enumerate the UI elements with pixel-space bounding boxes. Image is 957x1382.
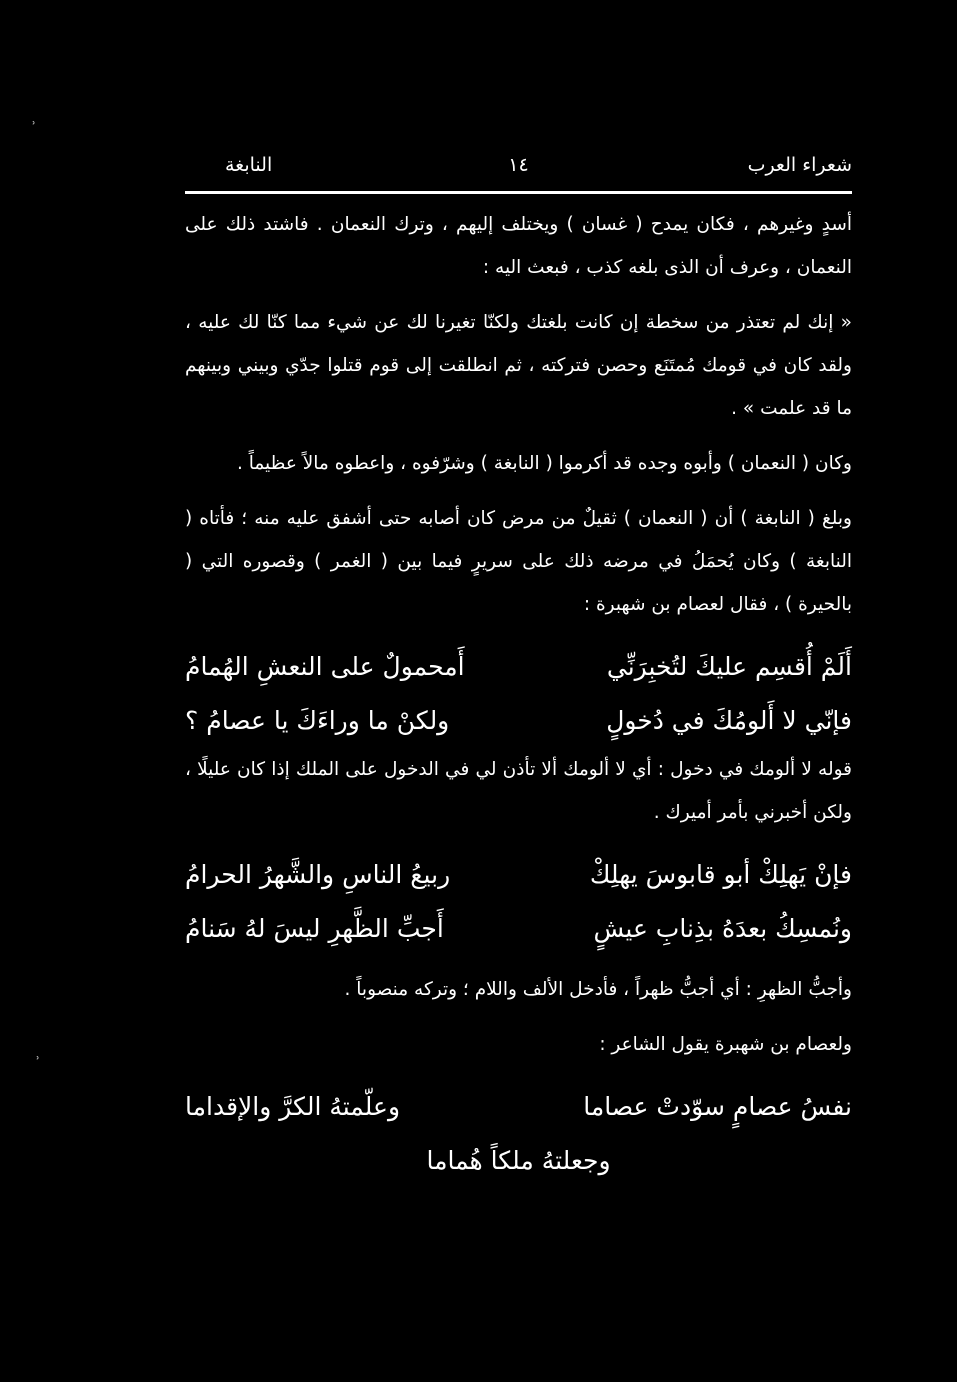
hemistich-first: ونُمسِكُ بعدَهُ بذِنابِ عيشٍ <box>593 914 852 943</box>
hemistich-second: وعلّمتهُ الكرَّ والإقداما <box>185 1092 401 1121</box>
hemistich-second: ربيعُ الناسِ والشَّهرُ الحرامُ <box>185 860 451 889</box>
hemistich-first: فإنْ يَهلِكْ أبو قابوسَ يهلِكْ <box>589 860 852 889</box>
page-body <box>185 203 852 1188</box>
header-rule <box>185 191 852 194</box>
paragraph: وكان ( النعمان ) وأبوه وجده قد أكرموا ( النابغة ) وشرّفوه ، واعطوه مالاً عظيماً . <box>236 453 852 474</box>
verse-line <box>185 1080 852 1134</box>
paragraph-commentary: وأجبُّ الظهرِ : أي أجبُّ ظهراً ، فأدخل الألف واللام ؛ وتركه منصوباً . <box>344 979 852 1000</box>
paragraph-quote: « إنك لم تعتذر من سخطة إن كانت بلغتك ولكنّا تغيرنا لك عن شيء مما كنّا لك عليه ، ولقد كان في قومك مُمتَنَع وحصن فتركته ، ثم انطلقت إلى قوم قتلوا جدّي وبيني وبينهم ما قد علمت » . <box>185 312 852 419</box>
poem-block <box>185 1080 852 1188</box>
hemistich-second: أَمحمولٌ على النعشِ الهُمامُ <box>185 652 465 681</box>
hemistich-first: نفسُ عصامٍ سوّدتْ عصاما <box>583 1092 852 1121</box>
page-header <box>185 150 852 186</box>
scan-margin-mark: ʾ <box>32 120 36 135</box>
paragraph: أسدٍ وغيرهم ، فكان يمدح ( غسان ) ويختلف إليهم ، وترك النعمان . فاشتد ذلك على النعمان ، وعرف أن الذى بلغه كذب ، فبعث اليه : <box>185 214 852 278</box>
page-number: ١٤ <box>508 154 529 176</box>
verse-line <box>185 902 852 956</box>
hemistich-second: أَجبِّ الظَّهرِ ليسَ لهُ سَنامُ <box>185 914 444 943</box>
poem-block <box>185 640 852 748</box>
paragraph: وبلغ ( النابغة ) أن ( النعمان ) ثقيلٌ من مرض كان أصابه حتى أشفق عليه منه ؛ فأتاه ( النابغة ) وكان يُحمَلُ في مرضه ذلك على سريرٍ فيما بين ( الغمر ) وقصوره التي ( بالحيرة ) ، فقال لعصام بن شهبرة : <box>185 508 852 615</box>
running-head-chapter-title: النابغة <box>225 154 273 176</box>
verse-line <box>185 640 852 694</box>
poem-block <box>185 848 852 956</box>
hemistich-first: أَلَمْ أُقسِم عليكَ لتُخبِرَنِّي <box>606 652 852 681</box>
hemistich-second: ولكنْ ما وراءَكَ يا عصامُ ؟ <box>185 706 450 735</box>
verse-line <box>185 694 852 748</box>
hemistich-single: وجعلتهُ ملكاً هُماما <box>426 1146 611 1175</box>
running-head-book-title: شعراء العرب <box>747 154 852 176</box>
paragraph-commentary: قوله لا ألومك في دخول : أي لا ألومك ألا تأذن لي في الدخول على الملك إذا كان عليلًا ، ولكن أخبرني بأمر أميرك . <box>185 759 852 823</box>
verse-line-single <box>185 1134 852 1188</box>
paragraph: ولعصام بن شهبرة يقول الشاعر : <box>599 1034 852 1055</box>
scan-margin-mark: ʾ <box>36 1055 40 1070</box>
verse-line <box>185 848 852 902</box>
hemistich-first: فإنّي لا أَلومُكَ في دُخولٍ <box>606 706 852 735</box>
